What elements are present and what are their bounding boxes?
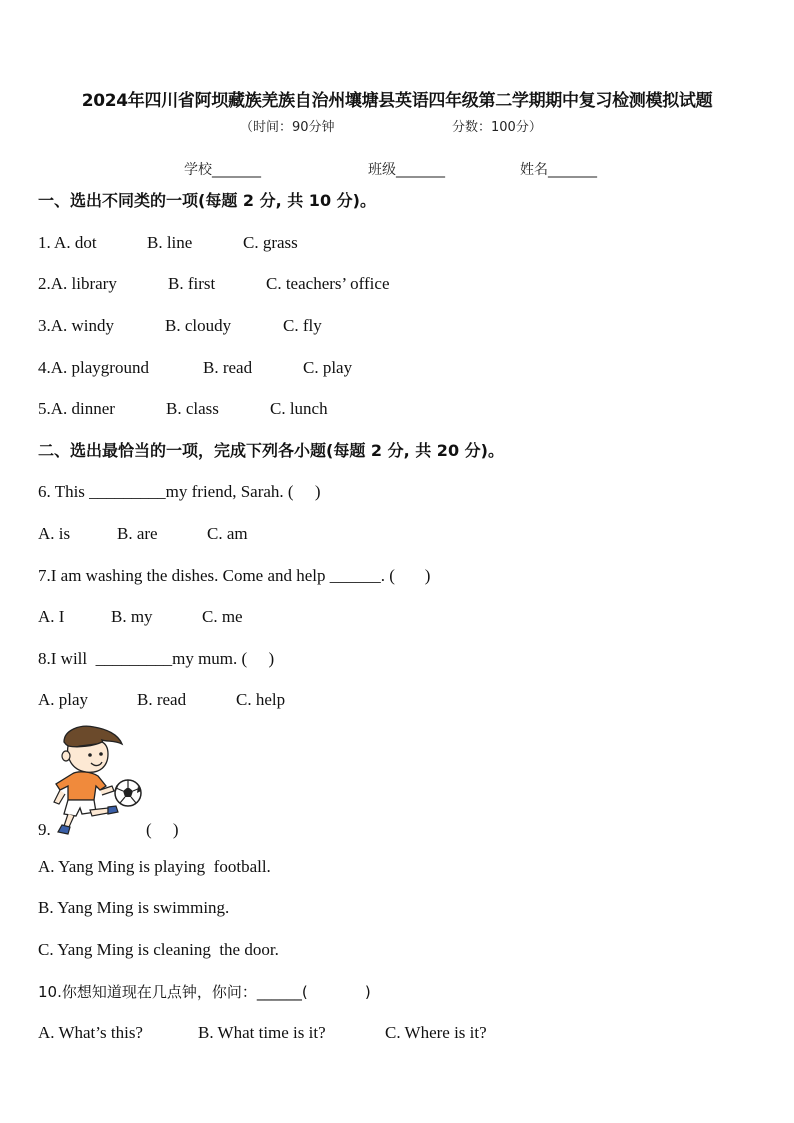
- score-label: 分数：100分）: [452, 120, 542, 135]
- question-3-a: 3.A. windy: [38, 316, 115, 335]
- section1-heading: 一、选出不同类的一项(每题 2 分, 共 10 分)。: [38, 191, 376, 210]
- question-9-answer-paren: ( ): [146, 820, 179, 839]
- question-4-b: B. read: [203, 358, 253, 377]
- boy-playing-football-image: [50, 724, 144, 836]
- question-1-b: B. line: [147, 233, 193, 252]
- class-field: 班级_______: [368, 162, 445, 178]
- time-label: （时间：90分钟: [240, 120, 335, 135]
- question-2-a: 2.A. library: [38, 274, 117, 293]
- question-7-c: C. me: [202, 607, 243, 626]
- question-3-b: B. cloudy: [165, 316, 232, 335]
- question-7-b: B. my: [111, 607, 153, 626]
- exam-title: 2024年四川省阿坝藏族羌族自治州壤塘县英语四年级第二学期期中复习检测模拟试题: [81, 91, 713, 111]
- question-2-b: B. first: [168, 274, 216, 293]
- school-field: 学校_______: [184, 162, 261, 178]
- question-9-b: B. Yang Ming is swimming.: [38, 898, 230, 917]
- question-5-c: C. lunch: [270, 399, 328, 418]
- question-7-stem: 7.I am washing the dishes. Come and help ______. ( ): [38, 566, 431, 585]
- name-field: 姓名_______: [520, 162, 597, 178]
- question-3-c: C. fly: [283, 316, 322, 335]
- question-10-b: B. What time is it?: [198, 1023, 326, 1042]
- question-6-stem: 6. This _________my friend, Sarah. ( ): [38, 482, 321, 501]
- question-7-a: A. I: [38, 607, 65, 626]
- question-4-c: C. play: [303, 358, 353, 377]
- question-10-stem: 10.你想知道现在几点钟，你问：______( ): [38, 983, 371, 1001]
- question-8-a: A. play: [38, 690, 89, 709]
- question-8-stem: 8.I will _________my mum. ( ): [38, 649, 275, 668]
- question-6-c: C. am: [207, 524, 248, 543]
- section2-heading: 二、选出最恰当的一项，完成下列各小题(每题 2 分, 共 20 分)。: [38, 441, 504, 460]
- question-9-number: 9.: [38, 820, 51, 839]
- question-5-b: B. class: [166, 399, 219, 418]
- question-10-c: C. Where is it?: [385, 1023, 487, 1042]
- question-9-a: A. Yang Ming is playing football.: [38, 857, 271, 876]
- question-5-a: 5.A. dinner: [38, 399, 115, 418]
- question-6-b: B. are: [117, 524, 158, 543]
- question-10-a: A. What’s this?: [38, 1023, 143, 1042]
- question-8-c: C. help: [236, 690, 286, 709]
- question-6-a: A. is: [38, 524, 71, 543]
- question-4-a: 4.A. playground: [38, 358, 149, 377]
- question-9-c: C. Yang Ming is cleaning the door.: [38, 940, 279, 959]
- question-1-c: C. grass: [243, 233, 298, 252]
- question-1-a: 1. A. dot: [38, 233, 97, 252]
- question-8-b: B. read: [137, 690, 187, 709]
- question-2-c: C. teachers’ office: [266, 274, 390, 293]
